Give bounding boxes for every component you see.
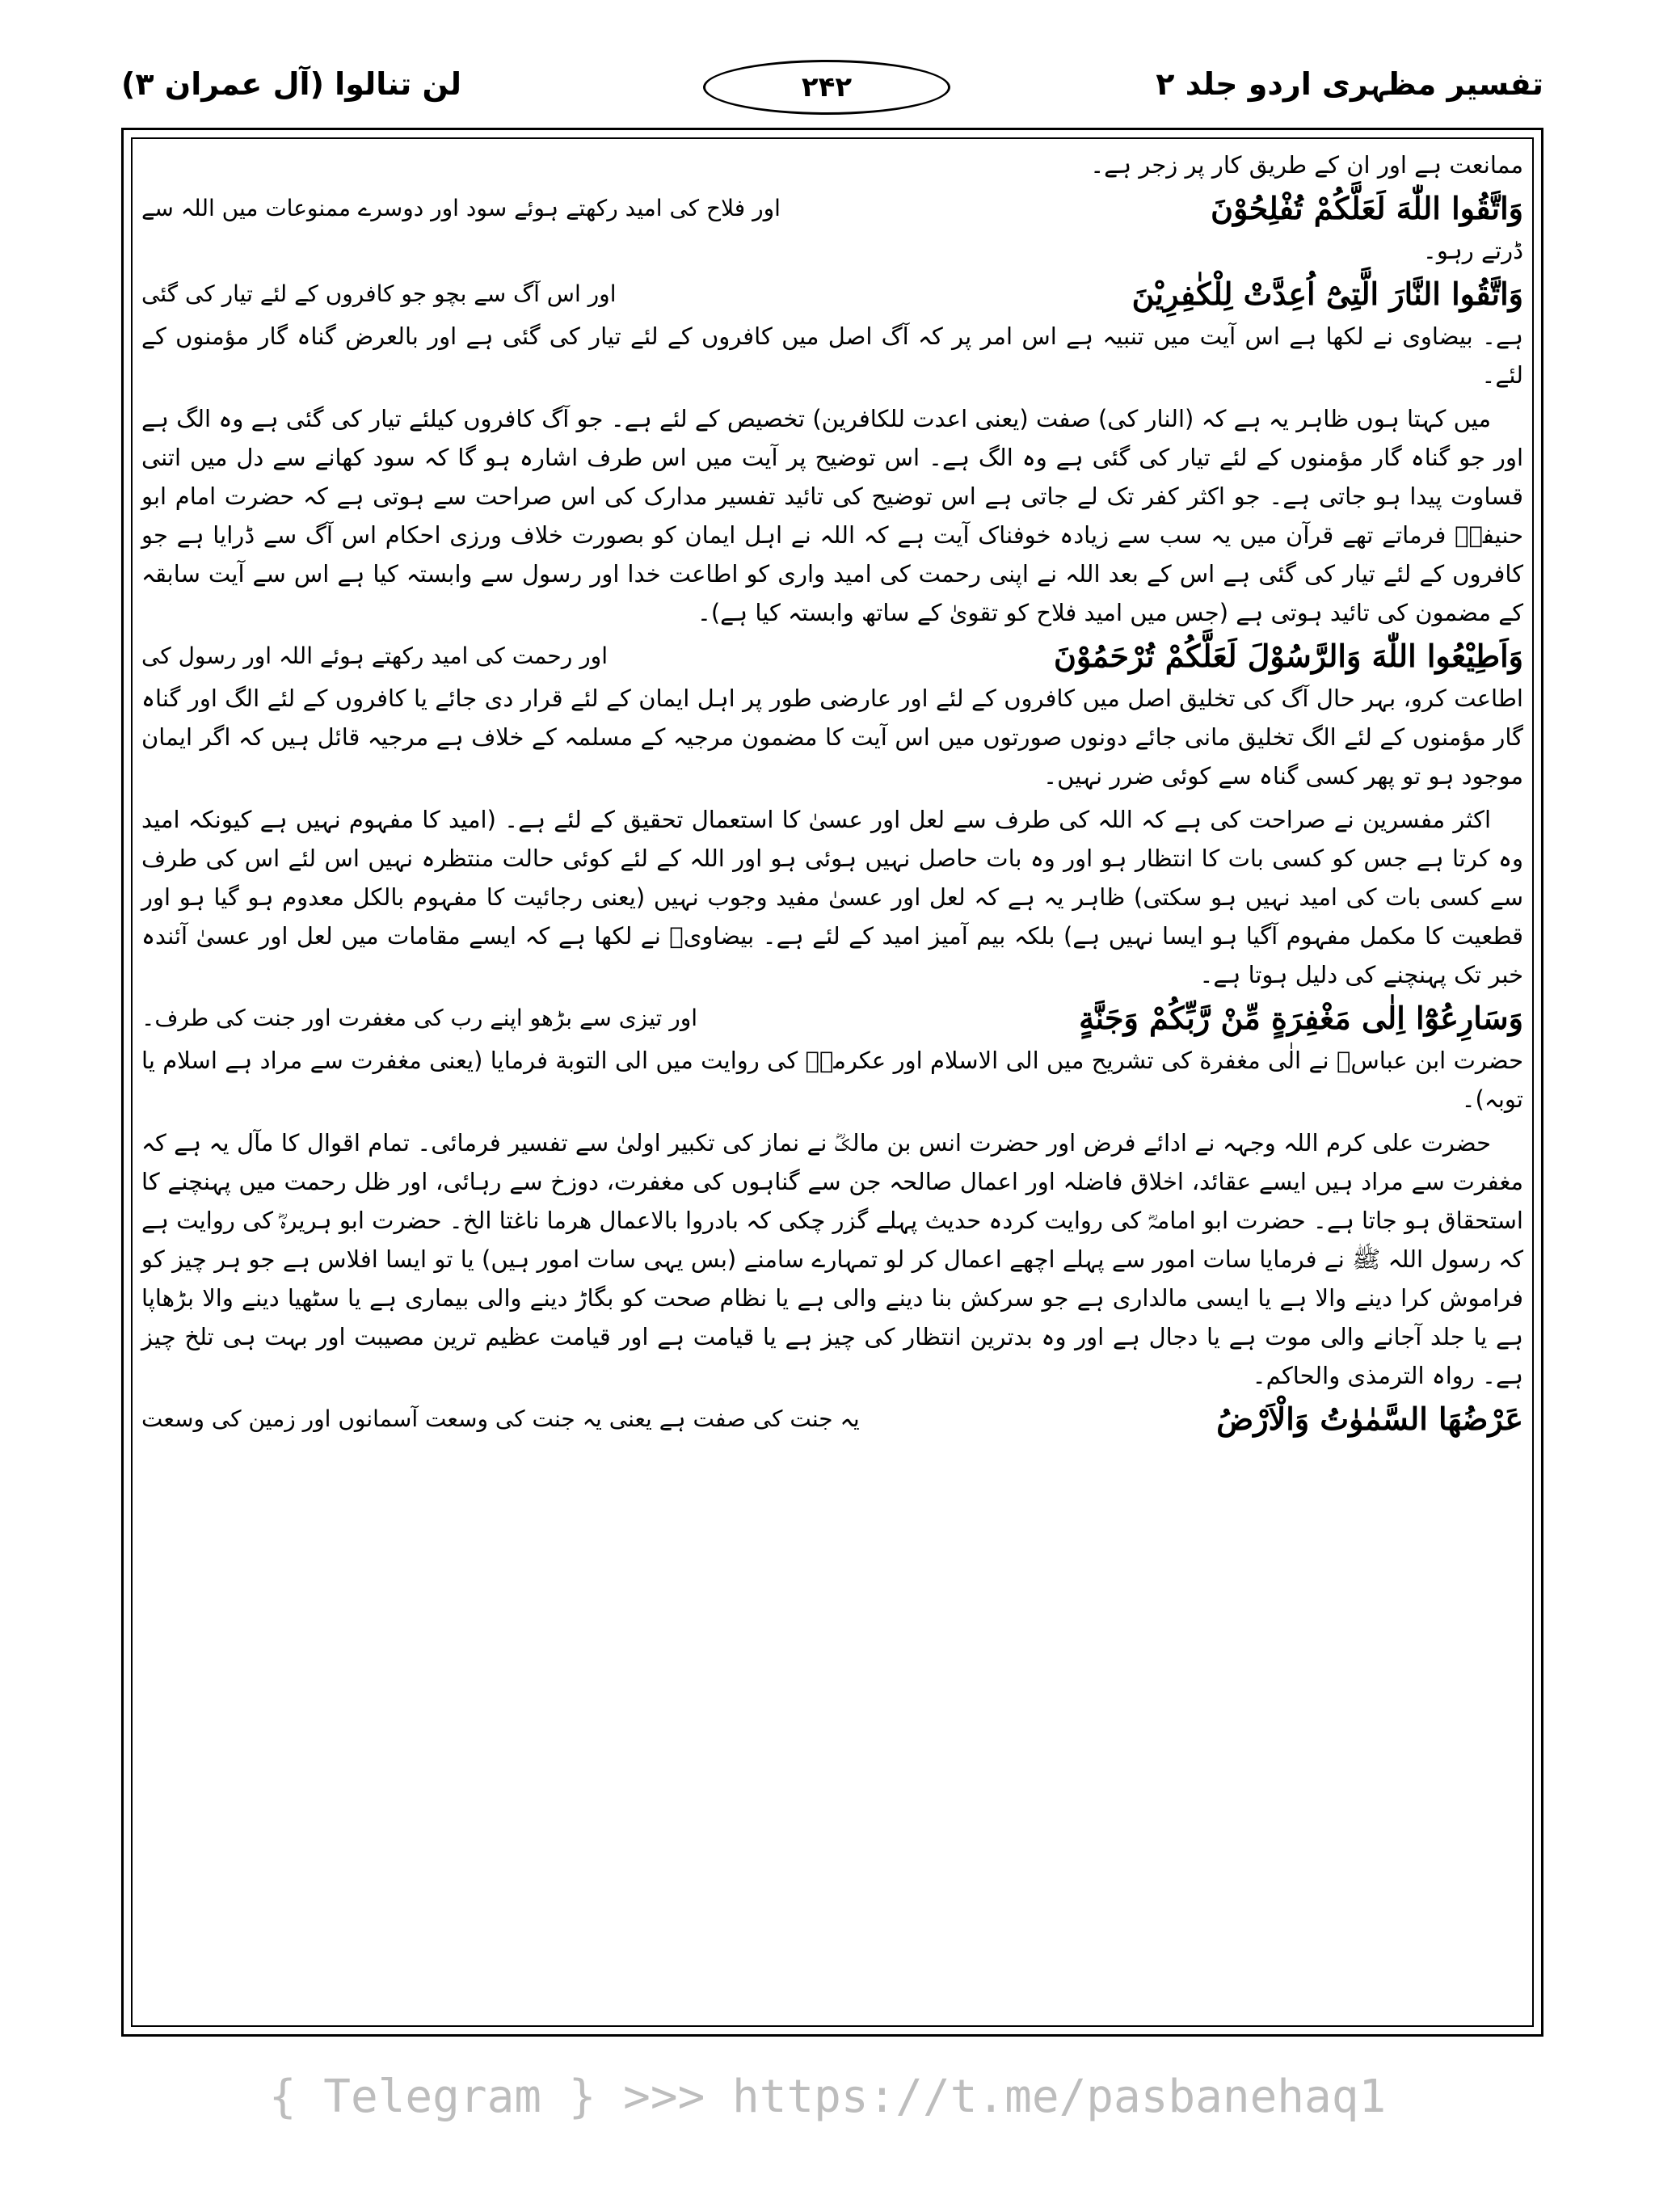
verse-row	[141, 1400, 1523, 1439]
verse-row	[141, 189, 1523, 228]
quran-verse: عَرْضُهَا السَّمٰوٰتُ وَالْاَرْضُ	[1216, 1401, 1523, 1437]
quran-verse: وَاتَّقُوا النَّارَ الَّتِیْٓ اُعِدَّتْ لِلْكٰفِرِیْنَ	[1131, 276, 1523, 312]
page-body	[141, 145, 1523, 1442]
verse-translation: یہ جنت کی صفت ہے یعنی یہ جنت کی وسعت آسمانوں اور زمین کی وسعت	[141, 1405, 860, 1432]
paragraph: اطاعت کرو، بہر حال آگ کی تخلیق اصل میں کافروں کے لئے اور عارضی طور پر اہل ایمان کے لئے قرار دی جائے یا کافروں کے لئے الگ اور گناہ گار مؤمنوں کے لئے الگ تخلیق مانی جائے دونوں صورتوں میں اس آیت کا مضمون مرجیہ کے مسلمہ کے خلاف ہے مرجیہ قائل ہیں کہ اگر ایمان موجود ہو تو پھر کسی گناہ سے کوئی ضرر نہیں۔	[141, 685, 1523, 790]
page-number: ۲۴۲	[703, 60, 950, 115]
running-head	[121, 63, 1543, 112]
paragraph: اکثر مفسرین نے صراحت کی ہے کہ اللہ کی طرف سے لعل اور عسیٰ کا استعمال تحقیق کے لئے ہے۔ (امید کا مفہوم نہیں ہے کیونکہ امید وہ کرتا ہے جس کو کسی بات کا انتظار ہو اور وہ بات حاصل نہیں ہوئی ہو اور اللہ کے لئے کوئی حالت منتظرہ نہیں اس لئے اس کی طرف سے کسی بات کی امید نہیں ہو سکتی) ظاہر یہ ہے کہ لعل اور عسیٰ مفید وجوب نہیں (یعنی رجائیت کا مفہوم بالکل معدوم ہو گیا ہو اور قطعیت کا مکمل مفہوم آگیا ہو ایسا نہیں ہے) بلکہ بیم آمیز امید کے لئے ہے۔ بیضاویؒ نے لکھا ہے کہ ایسے مقامات میں لعل اور عسیٰ آئندہ خبر تک پہنچنے کی دلیل ہوتا ہے۔	[141, 806, 1523, 988]
verse-translation: اور رحمت کی امید رکھتے ہوئے اللہ اور رسول کی	[141, 643, 608, 669]
telegram-watermark: { Telegram } >>> https://t.me/pasbanehaq1	[268, 2071, 1387, 2123]
verse-row	[141, 637, 1523, 676]
paragraph: ممانعت ہے اور ان کے طریق کار پر زجر ہے۔	[1090, 151, 1523, 179]
paragraph: ہے۔ بیضاوی نے لکھا ہے اس آیت میں تنبیہ ہے اس امر پر کہ آگ اصل میں کافروں کے لئے تیار کی گئی ہے اور بالعرض گناہ گار مؤمنوں کے لئے۔	[141, 322, 1523, 389]
paragraph: میں کہتا ہوں ظاہر یہ ہے کہ (النار کی) صفت (یعنی اعدت للکافرین) تخصیص کے لئے ہے۔ جو آگ کافروں کیلئے تیار کی گئی ہے وہ الگ ہے اور جو گناہ گار مؤمنوں کے لئے تیار کی گئی ہے وہ الگ ہے۔ اس توضیح پر آیت میں اس طرف اشارہ ہو گا کہ سود کھانے سے دل میں اتنی قساوت پیدا ہو جاتی ہے۔ جو اکثر کفر تک لے جاتی ہے اس توضیح کی تائید تفسیر مدارک کی اس صراحت سے ہوتی ہے کہ حضرت امام ابو حنیفہؒ فرماتے تھے قرآن میں یہ سب سے زیادہ خوفناک آیت ہے کہ اللہ نے اہل ایمان کو بصورت خلاف ورزی احکام اس آگ سے ڈرایا ہے جو کافروں کے لئے تیار کی گئی ہے اس کے بعد اللہ نے اپنی رحمت کی امید واری کو اطاعت خدا اور رسول سے وابستہ کیا ہے اس سے آیت سابقہ کے مضمون کی تائید ہوتی ہے (جس میں امید فلاح کو تقویٰ کے ساتھ وابستہ کیا ہے)۔	[141, 405, 1524, 626]
verse-translation: اور تیزی سے بڑھو اپنے رب کی مغفرت اور جنت کی طرف۔	[141, 1005, 698, 1031]
verse-row	[141, 275, 1523, 314]
quran-verse: وَاَطِیْعُوا اللّٰهَ وَالرَّسُوْلَ لَعَلَّكُمْ تُرْحَمُوْنَ	[1054, 638, 1523, 674]
verse-translation: اور فلاح کی امید رکھتے ہوئے سود اور دوسرے ممنوعات میں اللہ سے	[141, 195, 781, 221]
book-title: تفسیر مظہری اردو جلد ۲	[1156, 66, 1543, 102]
verse-translation: اور اس آگ سے بچو جو کافروں کے لئے تیار کی گئی	[141, 280, 617, 307]
section-title: لن تنالوا (آل عمران ۳)	[121, 66, 462, 102]
paragraph: حضرت علی کرم اللہ وجہہ نے ادائے فرض اور حضرت انس بن مالکؓ نے نماز کی تکبیر اولیٰ سے تفسیر فرمائی۔ تمام اقوال کا مآل یہ ہے کہ مغفرت سے مراد ہیں ایسے عقائد، اخلاق فاضلہ اور اعمال صالحہ جن سے گناہوں کی مغفرت، دوزخ سے رہائی، اور ظل رحمت میں پہنچنے کا استحقاق ہو جاتا ہے۔ حضرت ابو امامہؓ کی روایت کردہ حدیث پہلے گزر چکی کہ بادروا بالاعمال ھرما ناغتا الخ۔ حضرت ابو ہریرہؓ کی روایت ہے کہ رسول اللہ ﷺ نے فرمایا سات امور سے پہلے اچھے اعمال کر لو تمہارے سامنے (بس یہی سات امور ہیں) یا تو ایسا افلاس ہے جو ہر چیز کو فراموش کرا دینے والا ہے یا ایسی مالداری ہے جو سرکش بنا دینے والی ہے یا نظام صحت کو بگاڑ دینے والی بیماری ہے یا سٹھیا دینے والا بڑھاپا ہے یا جلد آجانے والی موت ہے یا دجال ہے اور وہ بدترین انتظار کی چیز ہے یا قیامت ہے اور قیامت عظیم ترین مصیبت اور بہت ہی تلخ چیز ہے۔ رواہ الترمذی والحاکم۔	[141, 1129, 1523, 1389]
paragraph: حضرت ابن عباسؓ نے الٰی مغفرة کی تشریح میں الی الاسلام اور عکرمہؓ کی روایت میں الی التوبة فرمایا (یعنی مغفرت سے مراد ہے اسلام یا توبہ)۔	[141, 1047, 1523, 1113]
verse-row	[141, 999, 1523, 1038]
quran-verse: وَسَارِعُوْٓا اِلٰى مَغْفِرَةٍ مِّنْ رَّبِّكُمْ وَجَنَّةٍ	[1079, 1000, 1523, 1036]
paragraph: ڈرتے رہو۔	[1422, 237, 1523, 264]
quran-verse: وَاتَّقُوا اللّٰهَ لَعَلَّكُمْ تُفْلِحُوْنَ	[1211, 190, 1523, 226]
